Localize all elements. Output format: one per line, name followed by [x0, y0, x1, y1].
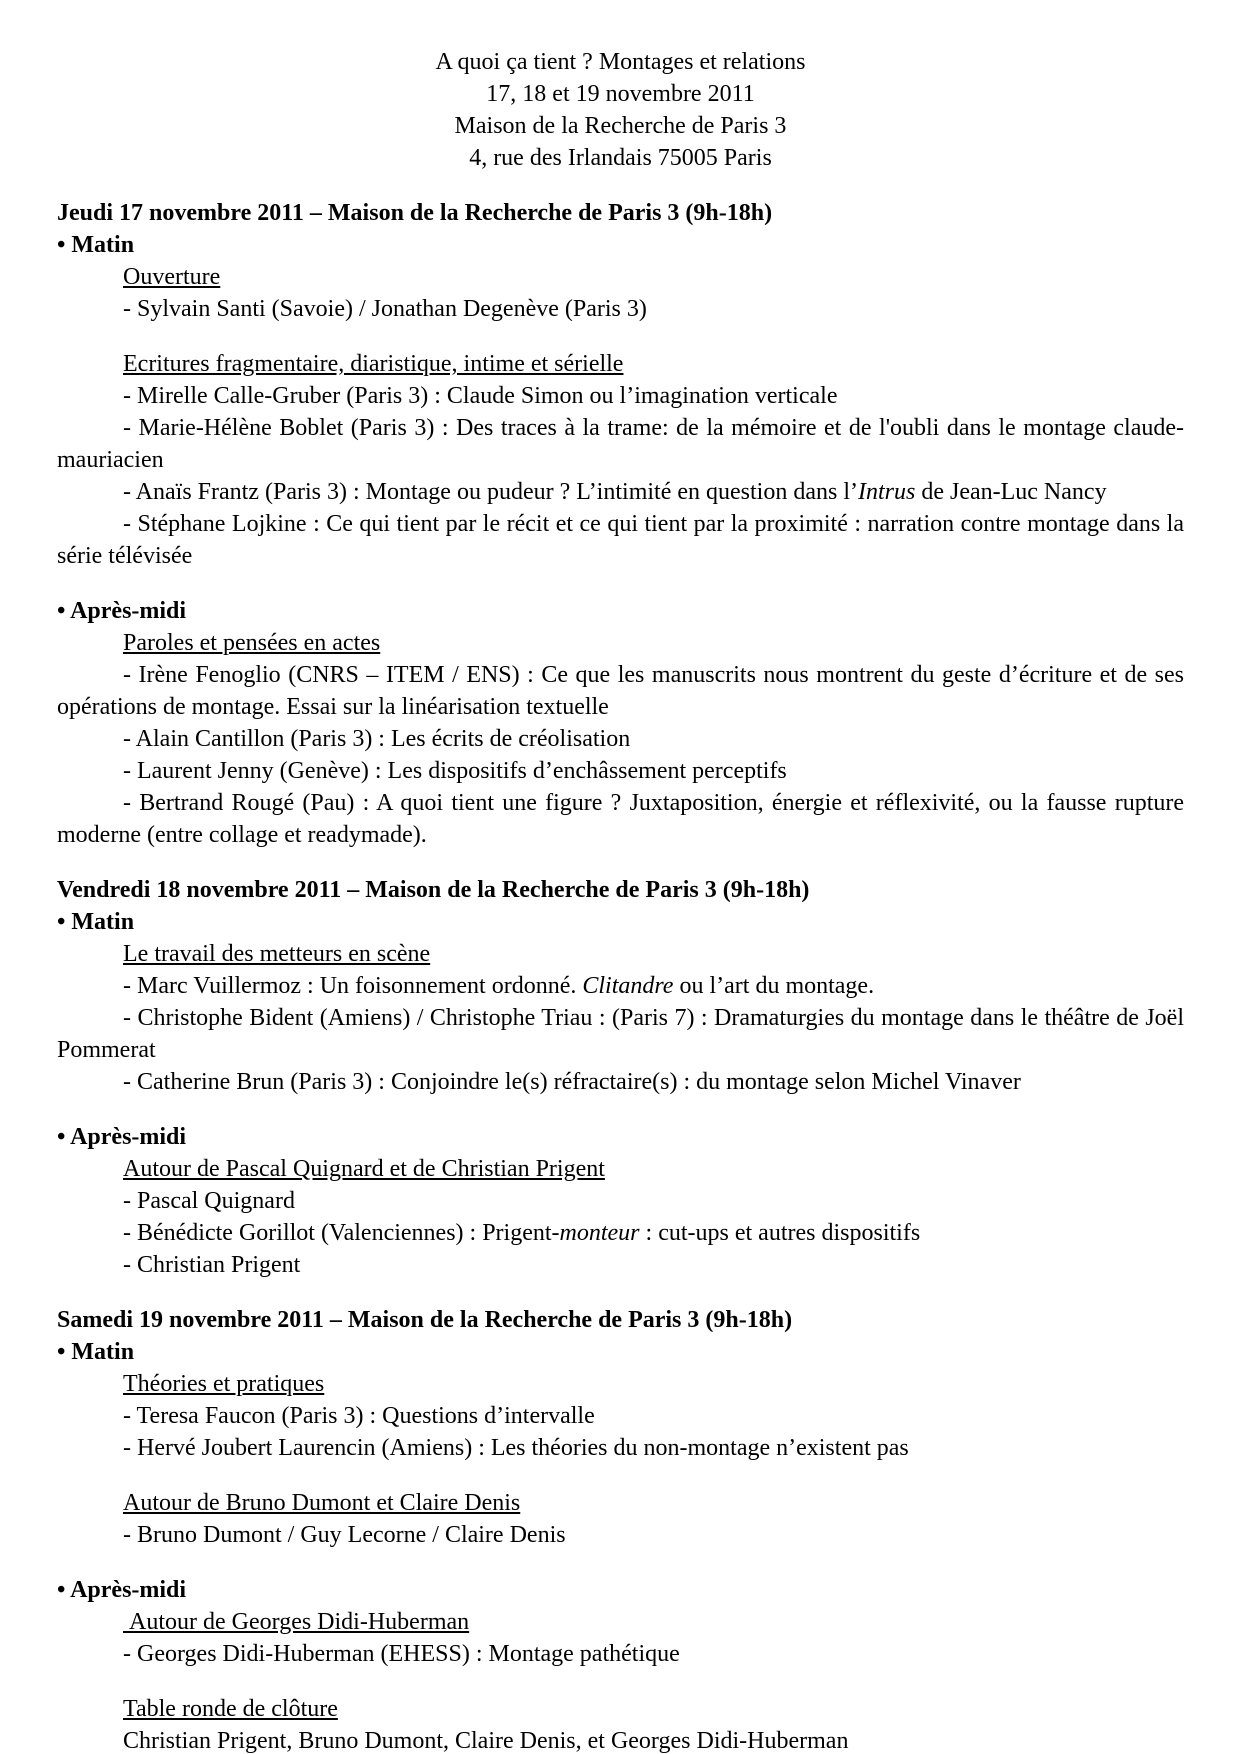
session-title-text: Théories et pratiques	[123, 1371, 325, 1397]
item-text: - Anaïs Frantz (Paris 3) : Montage ou pudeur ? L’intimité en question dans l’	[123, 479, 858, 505]
period-label-apres-midi: • Après-midi	[57, 598, 187, 624]
program-item	[57, 380, 1184, 412]
item-text: - Teresa Faucon (Paris 3) : Questions d’intervalle	[123, 1403, 595, 1429]
day-heading: Jeudi 17 novembre 2011 – Maison de la Recherche de Paris 3 (9h-18h)	[57, 200, 773, 226]
spacer	[57, 1551, 1184, 1574]
event-address: 4, rue des Irlandais 75005 Paris	[469, 145, 772, 171]
session-title-text: Ecritures fragmentaire, diaristique, intime et sérielle	[123, 351, 624, 377]
period-label-matin: • Matin	[57, 232, 135, 258]
item-text: - Bénédicte Gorillot (Valenciennes) : Prigent-	[123, 1220, 560, 1246]
item-text: - Christian Prigent	[123, 1252, 301, 1278]
event-dates: 17, 18 et 19 novembre 2011	[486, 81, 755, 107]
program-item	[57, 755, 1184, 787]
item-emphasis: monteur	[559, 1220, 640, 1246]
program-item	[57, 1638, 1184, 1670]
item-text: - Pascal Quignard	[123, 1188, 295, 1214]
item-text: - Marc Vuillermoz : Un foisonnement ordonné.	[123, 973, 583, 999]
day-heading: Vendredi 18 novembre 2011 – Maison de la Recherche de Paris 3 (9h-18h)	[57, 877, 810, 903]
event-venue: Maison de la Recherche de Paris 3	[454, 113, 787, 139]
day-section-jeudi	[57, 197, 1184, 851]
program-item	[57, 412, 1184, 476]
session-title-text: Autour de Georges Didi-Huberman	[123, 1609, 470, 1635]
program-item	[57, 787, 1184, 851]
spacer	[57, 325, 1184, 348]
item-emphasis: Intrus	[857, 479, 916, 505]
spacer	[57, 1098, 1184, 1121]
session-title-ecritures	[57, 348, 1184, 380]
item-text: - Bertrand Rougé (Pau) : A quoi tient une figure ? Juxtaposition, énergie et réflexivité, ou la fausse rupture moderne (entre collage et readymade).	[57, 790, 1184, 848]
program-item	[57, 970, 1184, 1002]
program-item	[57, 1185, 1184, 1217]
session-title-metteurs	[57, 938, 1184, 970]
program-item	[57, 293, 1184, 325]
spacer	[57, 1281, 1184, 1304]
item-emphasis: Clitandre	[582, 973, 674, 999]
item-text: - Sylvain Santi (Savoie) / Jonathan Degenève (Paris 3)	[123, 296, 647, 322]
session-title-ouverture	[57, 261, 1184, 293]
item-text: - Laurent Jenny (Genève) : Les dispositifs d’enchâssement perceptifs	[123, 758, 787, 784]
program-item	[57, 1519, 1184, 1551]
spacer	[57, 572, 1184, 595]
program-item	[57, 1432, 1184, 1464]
day-heading: Samedi 19 novembre 2011 – Maison de la Recherche de Paris 3 (9h-18h)	[57, 1307, 793, 1333]
program-item	[57, 1725, 1184, 1754]
item-text: - Marie-Hélène Boblet (Paris 3) : Des traces à la trame: de la mémoire et de l'oubli dans le montage claude-mauriacien	[57, 415, 1184, 473]
session-title-text: Table ronde de clôture	[123, 1696, 338, 1722]
session-title-text: Le travail des metteurs en scène	[123, 941, 431, 967]
item-text: - Georges Didi-Huberman (EHESS) : Montage pathétique	[123, 1641, 680, 1667]
item-text-post: de Jean-Luc Nancy	[915, 479, 1107, 505]
item-text: - Catherine Brun (Paris 3) : Conjoindre le(s) réfractaire(s) : du montage selon Michel Vinaver	[123, 1069, 1021, 1095]
session-title-table-ronde	[57, 1693, 1184, 1725]
period-label-matin: • Matin	[57, 1339, 135, 1365]
item-text: - Bruno Dumont / Guy Lecorne / Claire Denis	[123, 1522, 566, 1548]
program-item	[57, 476, 1184, 508]
session-title-text: Autour de Bruno Dumont et Claire Denis	[123, 1490, 521, 1516]
item-text-post: : cut-ups et autres dispositifs	[639, 1220, 921, 1246]
period-label-apres-midi: • Après-midi	[57, 1577, 187, 1603]
item-text: - Irène Fenoglio (CNRS – ITEM / ENS) : Ce que les manuscrits nous montrent du geste d’écriture et de ses opérations de montage. Essai sur la linéarisation textuelle	[57, 662, 1184, 720]
session-title-paroles	[57, 627, 1184, 659]
spacer	[57, 174, 1184, 197]
program-item	[57, 1400, 1184, 1432]
program-item	[57, 1002, 1184, 1066]
session-title-theories	[57, 1368, 1184, 1400]
spacer	[57, 851, 1184, 874]
item-text: - Hervé Joubert Laurencin (Amiens) : Les théories du non-montage n’existent pas	[123, 1435, 909, 1461]
period-label-matin: • Matin	[57, 909, 135, 935]
item-text: - Mirelle Calle-Gruber (Paris 3) : Claude Simon ou l’imagination verticale	[123, 383, 838, 409]
spacer	[57, 1670, 1184, 1693]
session-title-dumont-denis	[57, 1487, 1184, 1519]
program-item	[57, 1066, 1184, 1098]
day-section-samedi	[57, 1304, 1184, 1754]
item-text-post: ou l’art du montage.	[673, 973, 875, 999]
program-item	[57, 723, 1184, 755]
program-item	[57, 1249, 1184, 1281]
session-title-text: Autour de Pascal Quignard et de Christian Prigent	[123, 1156, 605, 1182]
session-title-quignard-prigent	[57, 1153, 1184, 1185]
program-item	[57, 659, 1184, 723]
program-item	[57, 1217, 1184, 1249]
session-title-didi-huberman	[57, 1606, 1184, 1638]
period-label-apres-midi: • Après-midi	[57, 1124, 187, 1150]
item-text: - Christophe Bident (Amiens) / Christophe Triau : (Paris 7) : Dramaturgies du montage dans le théâtre de Joël Pommerat	[57, 1005, 1184, 1063]
day-section-vendredi	[57, 874, 1184, 1281]
event-title: A quoi ça tient ? Montages et relations	[435, 49, 806, 75]
item-text: - Alain Cantillon (Paris 3) : Les écrits de créolisation	[123, 726, 631, 752]
session-title-text: Paroles et pensées en actes	[123, 630, 381, 656]
document-header	[57, 46, 1184, 174]
item-text: - Stéphane Lojkine : Ce qui tient par le récit et ce qui tient par la proximité : narration contre montage dans la série télévisée	[57, 511, 1184, 569]
program-item	[57, 508, 1184, 572]
item-text: Christian Prigent, Bruno Dumont, Claire Denis, et Georges Didi-Huberman	[123, 1728, 849, 1754]
session-title-text: Ouverture	[123, 264, 221, 290]
spacer	[57, 1464, 1184, 1487]
